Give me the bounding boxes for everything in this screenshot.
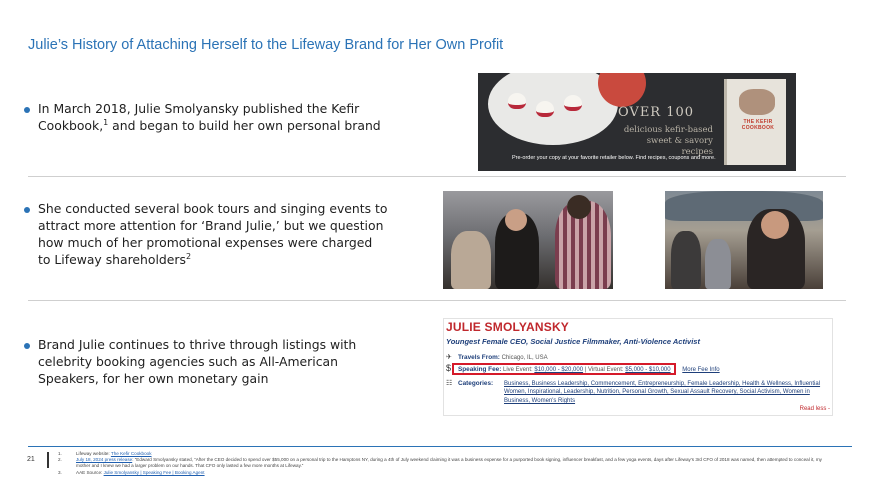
fee-separator: | — [584, 367, 587, 373]
more-fee-info-link[interactable]: More Fee Info — [682, 367, 720, 373]
page-number-bar — [47, 452, 49, 468]
speaker-tagline: Youngest Female CEO, Social Justice Filmmaker, Anti-Violence Activist — [446, 337, 700, 346]
read-less-link[interactable]: Read less - — [799, 406, 830, 412]
dessert-graphic — [564, 95, 582, 111]
categories-row — [446, 380, 831, 404]
page-number: 21 — [27, 456, 35, 463]
virtual-event-label: Virtual Event: — [587, 367, 624, 373]
travels-value: Chicago, IL, USA — [501, 355, 548, 361]
event-photo — [665, 191, 823, 289]
footnote-link[interactable]: July 18, 2024 press release — [76, 457, 133, 463]
book-cover-art — [739, 89, 775, 115]
banner-preorder-text: Pre-order your copy at your favorite retailer below. Find recipes, coupons and more. — [512, 155, 716, 161]
plane-icon: ✈ — [446, 354, 452, 361]
crowd-figure — [671, 231, 701, 289]
travels-label: Travels From: — [458, 354, 500, 361]
dessert-graphic — [536, 101, 554, 117]
live-event-fee-link[interactable]: $10,000 - $20,000 — [534, 367, 584, 373]
categories-label: Categories: — [458, 380, 494, 387]
footnote-text: AAE Source: — [76, 469, 104, 475]
bullet-book-tours — [38, 200, 388, 268]
speaker-name: JULIE SMOLYANSKY — [446, 320, 570, 334]
book-stack-graphic — [451, 231, 491, 289]
footnote-ref: 1 — [103, 117, 109, 127]
cookbook-banner-image — [478, 73, 796, 171]
speaking-fee-label: Speaking Fee: — [458, 366, 502, 373]
travels-row — [446, 354, 548, 361]
footnote-number: 2. — [58, 457, 62, 463]
footnote-text: : “Edward Smolyansky stated, “After the CEO decided to spend over $55,000 on a personal trip to the Hamptons NY, during a 4th of July weekend claiming it was a business expense for a purported book signing, influencer breakfast, and a few yoga events, days after Lifeway’s 3rd CFO of 2018 was named, then attempted to conceal it, my mother and I knew we had a larger problem on our hands. That CFO only lasted a few more months at Lifeway.” — [76, 457, 822, 469]
fee-highlight-box — [452, 363, 676, 375]
categories-icon: ☷ — [446, 380, 453, 387]
bullet-dot — [24, 343, 30, 349]
categories-links[interactable]: Business, Business Leadership, Commencement, Entrepreneurship, Female Leadership, Health & Wellness, Influential Women, Inspirational, Leadership, Nutrition, Personal Growth, Sexual Assault Recovery, Social Activism, Women in Business, Women's Rights — [504, 381, 821, 404]
person-face — [761, 211, 789, 239]
live-event-label: Live Event: — [503, 367, 533, 373]
book-title: THE KEFIR COOKBOOK — [741, 119, 775, 131]
ceiling-graphic — [665, 191, 823, 221]
dollar-icon: $ — [446, 363, 452, 373]
bullet-dot — [24, 207, 30, 213]
footnote — [58, 457, 828, 469]
book-cover — [724, 79, 786, 165]
book-signing-photo — [443, 191, 613, 289]
banner-subline: delicious kefir-based sweet & savory recipes — [623, 125, 713, 157]
divider — [28, 300, 846, 301]
person-face — [505, 209, 527, 231]
bullet-booking-agencies — [38, 336, 388, 387]
bullet-text: She conducted several book tours and singing events to attract more attention for ‘Brand Julie,’ but we question how much of her promotional expenses were charged to Lifeway shareholders — [38, 201, 388, 267]
footnote-number: 1. — [58, 451, 62, 456]
footnote-link[interactable]: Julie Smolyansky | Speaking Fee | Booking Agent — [103, 469, 205, 475]
footnote-link[interactable]: The Kefir Cookbook — [110, 451, 152, 456]
bullet-text: In March 2018, Julie Smolyansky published the Kefir Cookbook, — [38, 101, 360, 133]
person-head — [567, 195, 591, 219]
slide-title: Julie’s History of Attaching Herself to the Lifeway Brand for Her Own Profit — [28, 37, 504, 53]
banner-headline: OVER 100 — [618, 105, 695, 120]
footnote-number: 3. — [58, 469, 62, 475]
footnote-text: Lifeway website: — [76, 451, 111, 456]
virtual-event-fee-link[interactable]: $5,000 - $10,000 — [625, 367, 671, 373]
footnote — [58, 470, 828, 476]
bullet-dot — [24, 107, 30, 113]
bullet-text-tail: and began to build her own personal brand — [108, 118, 381, 133]
footnote-ref: 2 — [185, 251, 192, 261]
footer-rule — [28, 446, 852, 447]
crowd-figure — [705, 239, 731, 289]
speaker-booking-card — [443, 318, 833, 416]
bullet-text: Brand Julie continues to thrive through listings with celebrity booking agencies such as All-American Speakers, for her own monetary gain — [38, 337, 357, 386]
footnotes — [58, 451, 828, 476]
bullet-cookbook — [38, 100, 388, 134]
divider — [28, 176, 846, 177]
dessert-graphic — [508, 93, 526, 109]
